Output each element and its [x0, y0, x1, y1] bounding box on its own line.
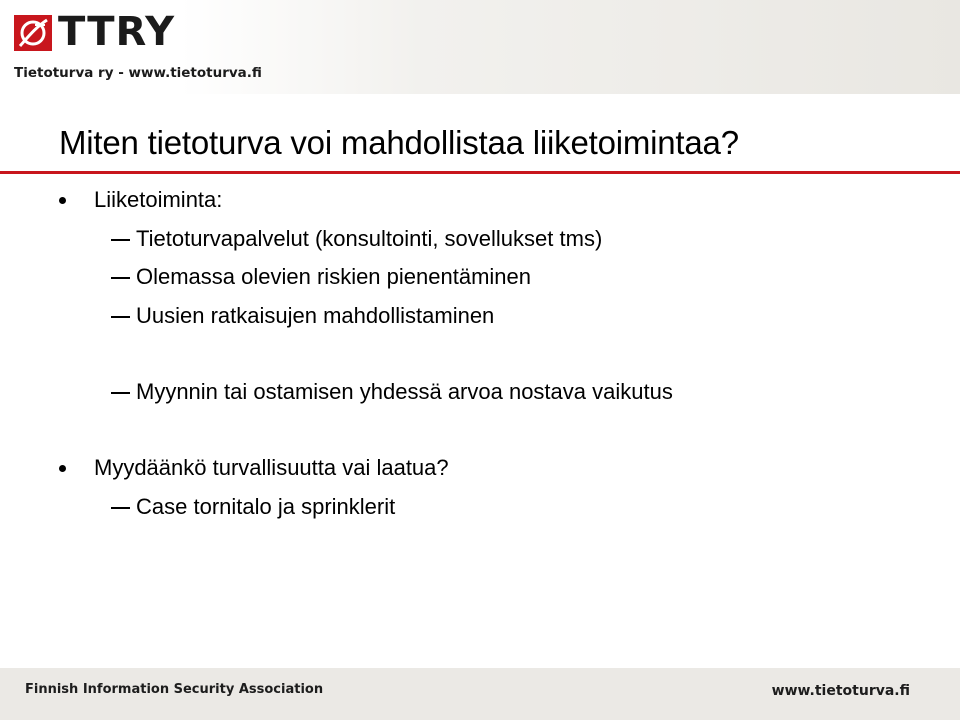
dash-icon: [111, 239, 130, 241]
dash-icon: [111, 507, 130, 509]
dash-icon: [111, 277, 130, 279]
ttry-logo: [14, 9, 294, 88]
bullet-icon: [59, 465, 66, 472]
sub-item-text: Case tornitalo ja sprinklerit: [136, 494, 396, 519]
sub-item-text: Olemassa olevien riskien pienentäminen: [136, 264, 531, 289]
logo-subtitle: Tietoturva ry - www.tietoturva.fi: [14, 65, 262, 81]
logo-wordmark: TTRY: [58, 9, 176, 55]
footer-website: www.tietoturva.fi: [771, 683, 910, 699]
bullet-icon: [59, 197, 66, 204]
bullet-label: Myydäänkö turvallisuutta vai laatua?: [94, 455, 449, 480]
sub-item-text: Tietoturvapalvelut (konsultointi, sovellukset tms): [136, 226, 603, 251]
ttry-logo-icon: [14, 15, 52, 51]
bullet-label: Liiketoiminta:: [94, 187, 223, 212]
dash-icon: [111, 316, 130, 318]
dash-icon: [111, 392, 130, 394]
footer-organization: Finnish Information Security Association: [25, 682, 324, 697]
header-band: [0, 0, 960, 94]
slide-title: Miten tietoturva voi mahdollistaa liiketoimintaa?: [59, 124, 739, 161]
title-divider: [0, 171, 960, 174]
sub-item-text: Uusien ratkaisujen mahdollistaminen: [136, 303, 495, 328]
footer-band: [0, 668, 960, 720]
sub-item-text: Myynnin tai ostamisen yhdessä arvoa nostava vaikutus: [136, 379, 673, 404]
